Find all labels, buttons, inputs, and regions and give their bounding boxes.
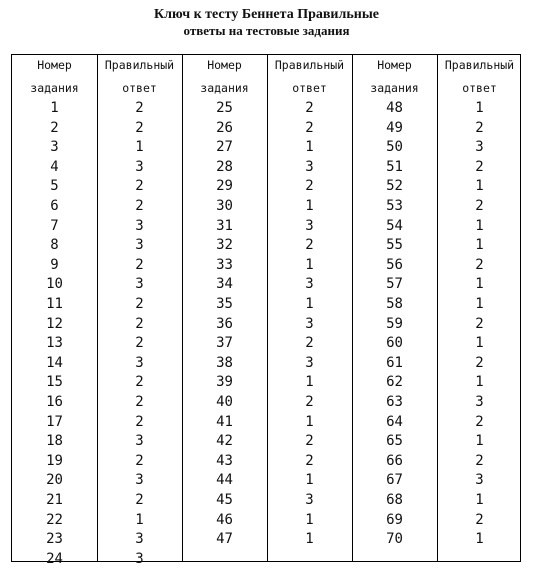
correct-answer: 1 bbox=[305, 472, 314, 489]
correct-answer: 3 bbox=[475, 472, 484, 489]
task-number: 38 bbox=[216, 354, 233, 371]
correct-answer: 2 bbox=[135, 119, 144, 136]
correct-answer: 2 bbox=[135, 492, 144, 508]
correct-answer: 2 bbox=[305, 394, 314, 410]
task-number: 49 bbox=[386, 119, 403, 136]
correct-answer: 1 bbox=[305, 511, 314, 528]
correct-answer: 3 bbox=[135, 531, 144, 548]
task-number: 18 bbox=[46, 433, 63, 450]
task-number: 30 bbox=[216, 198, 233, 214]
correct-answer: 3 bbox=[135, 433, 144, 450]
task-number: 29 bbox=[216, 178, 233, 195]
task-number: 50 bbox=[386, 139, 403, 156]
correct-answer: 2 bbox=[135, 100, 144, 116]
task-number: 26 bbox=[216, 119, 233, 136]
correct-answer: 3 bbox=[135, 472, 144, 489]
task-number: 45 bbox=[216, 492, 233, 508]
correct-answer: 1 bbox=[475, 178, 484, 195]
task-number: 5 bbox=[50, 178, 59, 195]
correct-answer: 1 bbox=[305, 139, 314, 156]
correct-answer: 2 bbox=[135, 452, 144, 469]
task-number: 57 bbox=[386, 276, 403, 293]
correct-answer: 2 bbox=[475, 198, 484, 214]
correct-answer: 2 bbox=[475, 452, 484, 469]
task-number: 1 bbox=[50, 100, 59, 116]
task-number: 2 bbox=[50, 119, 59, 136]
task-number: 40 bbox=[216, 394, 233, 410]
correct-answer: 1 bbox=[475, 237, 484, 254]
correct-answer: 2 bbox=[475, 413, 484, 430]
task-number: 55 bbox=[386, 237, 403, 254]
correct-answer: 3 bbox=[475, 139, 484, 156]
correct-answer: 2 bbox=[135, 296, 144, 312]
task-number: 61 bbox=[386, 354, 403, 371]
header-answer-label: ответ bbox=[122, 81, 157, 95]
task-number: 8 bbox=[50, 237, 59, 254]
task-number: 42 bbox=[216, 433, 233, 450]
correct-answer: 2 bbox=[135, 198, 144, 214]
task-number: 46 bbox=[216, 511, 233, 528]
task-number: 6 bbox=[50, 198, 59, 214]
task-number: 19 bbox=[46, 452, 63, 469]
task-number: 65 bbox=[386, 433, 403, 450]
correct-answer: 1 bbox=[305, 374, 314, 391]
header-answer-label: Правильный bbox=[104, 58, 175, 72]
correct-answer: 1 bbox=[305, 413, 314, 430]
correct-answer: 3 bbox=[135, 354, 144, 371]
page-title: Ключ к тесту Беннета Правильные bbox=[154, 7, 379, 22]
header-number-label: Номер bbox=[377, 58, 412, 72]
correct-answer: 1 bbox=[475, 492, 484, 508]
header-number-label: Номер bbox=[37, 58, 72, 72]
task-number: 62 bbox=[386, 374, 403, 391]
correct-answer: 2 bbox=[305, 119, 314, 136]
answer-key-table bbox=[11, 54, 521, 567]
correct-answer: 2 bbox=[305, 178, 314, 195]
task-number: 69 bbox=[386, 511, 403, 528]
header-answer-label: ответ bbox=[292, 81, 327, 95]
task-number: 52 bbox=[386, 178, 403, 195]
correct-answer: 1 bbox=[305, 198, 314, 214]
task-number: 33 bbox=[216, 256, 233, 273]
correct-answer: 3 bbox=[135, 217, 144, 234]
correct-answer: 2 bbox=[475, 315, 484, 332]
task-number: 51 bbox=[386, 158, 403, 175]
task-number: 4 bbox=[50, 158, 59, 175]
task-number: 17 bbox=[46, 413, 63, 430]
correct-answer: 3 bbox=[305, 217, 314, 234]
task-number: 41 bbox=[216, 413, 233, 430]
task-number: 35 bbox=[216, 296, 233, 312]
header-answer-label: ответ bbox=[462, 81, 497, 95]
correct-answer: 1 bbox=[475, 296, 484, 312]
task-number: 13 bbox=[46, 335, 63, 352]
task-number: 37 bbox=[216, 335, 233, 352]
task-number: 11 bbox=[46, 296, 63, 312]
task-number: 64 bbox=[386, 413, 403, 430]
task-number: 60 bbox=[386, 335, 403, 352]
correct-answer: 1 bbox=[475, 217, 484, 234]
task-number: 39 bbox=[216, 374, 233, 391]
correct-answer: 2 bbox=[475, 511, 484, 528]
correct-answer: 3 bbox=[135, 237, 144, 254]
header-number-label: задания bbox=[30, 81, 79, 95]
task-number: 66 bbox=[386, 452, 403, 469]
header-answer-label: Правильный bbox=[444, 58, 515, 72]
header-answer-label: Правильный bbox=[274, 58, 345, 72]
task-number: 3 bbox=[50, 139, 59, 156]
correct-answer: 3 bbox=[305, 315, 314, 332]
task-number: 25 bbox=[216, 100, 233, 116]
task-number: 27 bbox=[216, 139, 233, 156]
correct-answer: 1 bbox=[135, 139, 144, 156]
header-number-label: задания bbox=[200, 81, 249, 95]
correct-answer: 2 bbox=[135, 394, 144, 410]
correct-answer: 2 bbox=[135, 413, 144, 430]
task-number: 67 bbox=[386, 472, 403, 489]
task-number: 31 bbox=[216, 217, 233, 234]
correct-answer: 2 bbox=[305, 100, 314, 116]
correct-answer: 2 bbox=[135, 335, 144, 352]
task-number: 58 bbox=[386, 296, 403, 312]
correct-answer: 2 bbox=[475, 119, 484, 136]
task-number: 12 bbox=[46, 315, 63, 332]
task-number: 22 bbox=[46, 511, 63, 528]
correct-answer: 2 bbox=[305, 433, 314, 450]
task-number: 10 bbox=[46, 276, 63, 293]
task-number: 63 bbox=[386, 394, 403, 410]
task-number: 43 bbox=[216, 452, 233, 469]
task-number: 36 bbox=[216, 315, 233, 332]
correct-answer: 1 bbox=[475, 276, 484, 293]
correct-answer: 2 bbox=[135, 178, 144, 195]
header-number-label: задания bbox=[370, 81, 419, 95]
correct-answer: 1 bbox=[475, 374, 484, 391]
correct-answer: 2 bbox=[135, 315, 144, 332]
task-number: 32 bbox=[216, 237, 233, 254]
correct-answer: 3 bbox=[305, 492, 314, 508]
task-number: 70 bbox=[386, 531, 403, 548]
task-number: 68 bbox=[386, 492, 403, 508]
header-number-label: Номер bbox=[207, 58, 242, 72]
correct-answer: 2 bbox=[305, 452, 314, 469]
correct-answer: 2 bbox=[475, 256, 484, 273]
correct-answer: 1 bbox=[135, 511, 144, 528]
task-number: 53 bbox=[386, 198, 403, 214]
task-number: 44 bbox=[216, 472, 233, 489]
task-number: 14 bbox=[46, 354, 63, 371]
task-number: 21 bbox=[46, 492, 63, 508]
task-number: 59 bbox=[386, 315, 403, 332]
correct-answer: 3 bbox=[475, 394, 484, 410]
correct-answer: 1 bbox=[475, 433, 484, 450]
correct-answer: 3 bbox=[135, 276, 144, 293]
task-number: 15 bbox=[46, 374, 63, 391]
task-number: 23 bbox=[46, 531, 63, 548]
task-number: 56 bbox=[386, 256, 403, 273]
correct-answer: 1 bbox=[305, 256, 314, 273]
task-number: 20 bbox=[46, 472, 63, 489]
correct-answer: 2 bbox=[475, 158, 484, 175]
correct-answer: 1 bbox=[475, 335, 484, 352]
correct-answer: 3 bbox=[305, 276, 314, 293]
correct-answer: 3 bbox=[135, 158, 144, 175]
page-subtitle: ответы на тестовые задания bbox=[183, 23, 350, 38]
correct-answer: 1 bbox=[305, 296, 314, 312]
correct-answer: 2 bbox=[305, 237, 314, 254]
task-number: 9 bbox=[50, 256, 59, 273]
correct-answer: 2 bbox=[305, 335, 314, 352]
task-number: 7 bbox=[50, 217, 59, 234]
correct-answer: 1 bbox=[475, 100, 484, 116]
correct-answer: 3 bbox=[305, 158, 314, 175]
task-number: 48 bbox=[386, 100, 403, 116]
correct-answer: 2 bbox=[135, 256, 144, 273]
task-number: 16 bbox=[46, 394, 63, 410]
correct-answer: 2 bbox=[135, 374, 144, 391]
task-number: 47 bbox=[216, 531, 233, 548]
correct-answer: 2 bbox=[475, 354, 484, 371]
task-number: 54 bbox=[386, 217, 403, 234]
correct-answer: 1 bbox=[305, 531, 314, 548]
task-number: 34 bbox=[216, 276, 233, 293]
correct-answer: 1 bbox=[475, 531, 484, 548]
correct-answer: 3 bbox=[135, 550, 144, 567]
task-number: 28 bbox=[216, 158, 233, 175]
task-number: 24 bbox=[46, 550, 63, 567]
correct-answer: 3 bbox=[305, 354, 314, 371]
